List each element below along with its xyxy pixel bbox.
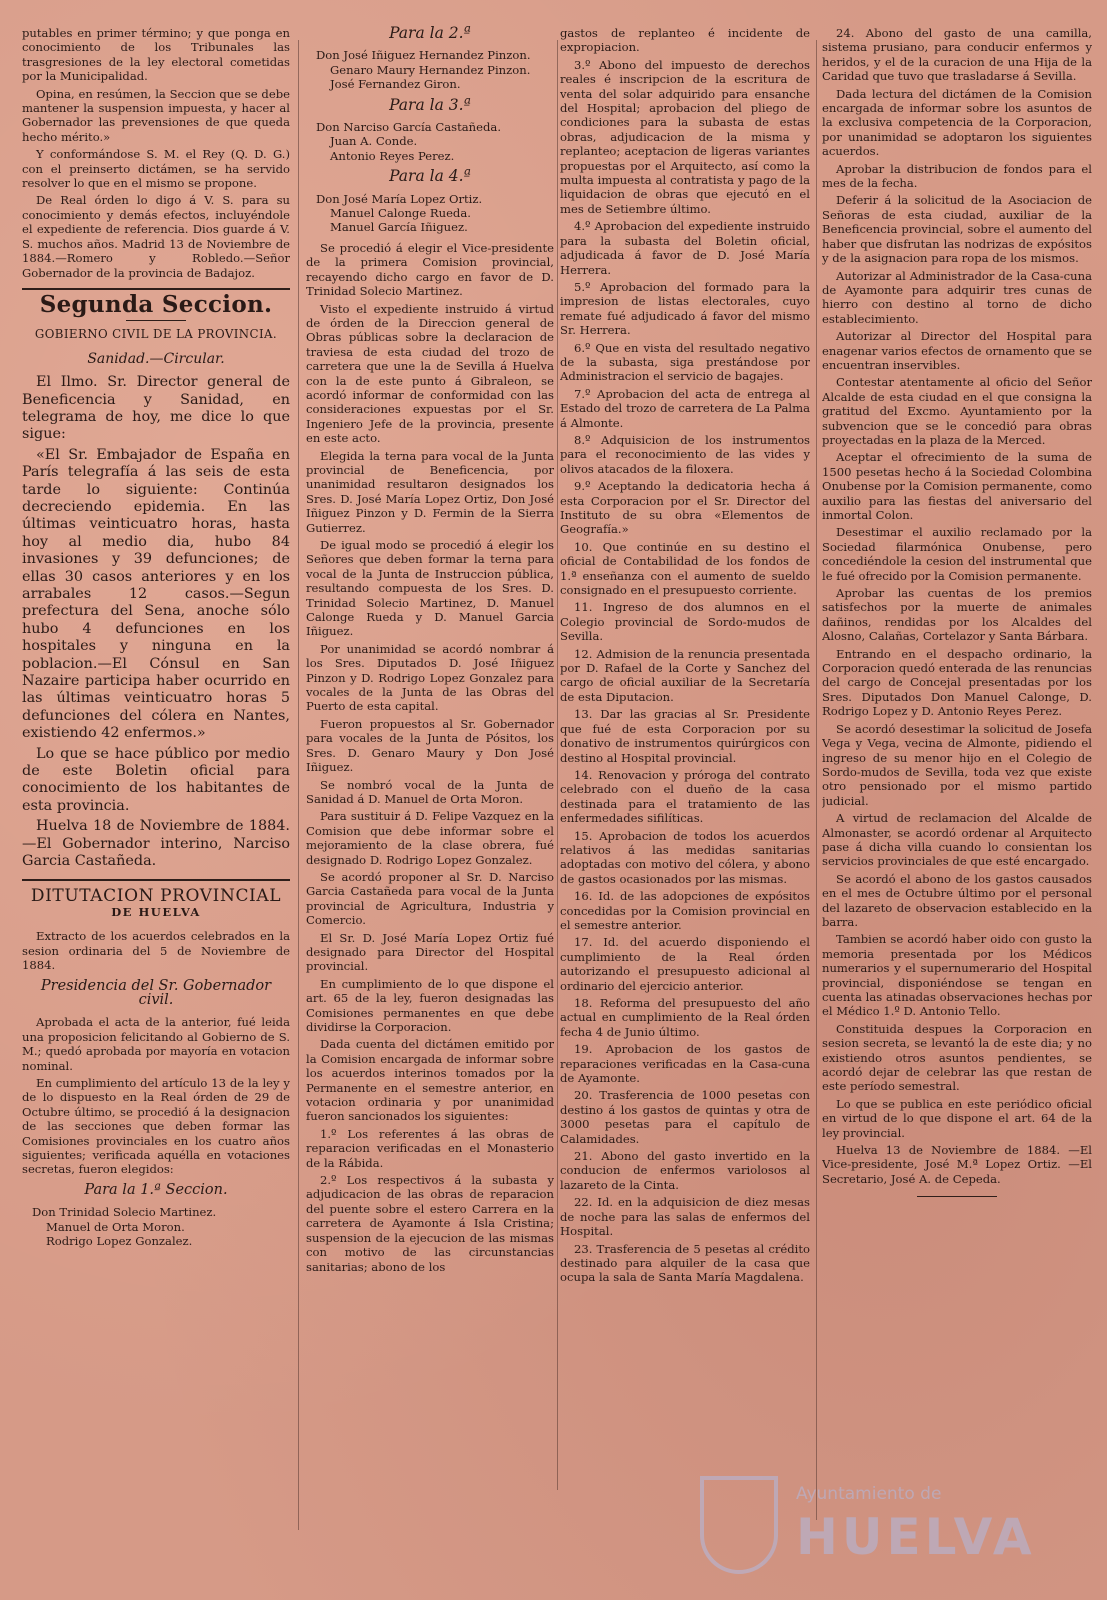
paragraph: A virtud de reclamacion del Alcalde de Almonaster, se acordó ordenar al Arquitecto pase á dicha villa cuando lo consientan los servicios provinciales de que esté encargado. (822, 811, 1092, 869)
list-item: Don José Iñiguez Hernandez Pinzon. (316, 48, 531, 63)
paragraph: El Ilmo. Sr. Director general de Beneficencia y Sanidad, en telegrama de hoy, me dice lo que sigue: (22, 374, 290, 443)
agreement-item: 5.º Aprobacion del formado para la impresion de listas electorales, cuyo remate fué adjudicado á favor del mismo Sr. Herrera. (560, 279, 810, 338)
section-heading: Para la 3.ª (389, 95, 471, 114)
agreement-item: 20. Trasferencia de 1000 pesetas con destino á los gastos de quintas y otra de 3000 pesetas para el capítulo de Calamidades. (560, 1088, 810, 1146)
signature: Huelva 18 de Noviembre de 1884.—El Gobernador interino, Narciso Garcia Castañeda. (22, 818, 290, 870)
paragraph: Aprobar la distribucion de fondos para el mes de la fecha. (822, 161, 1092, 191)
paragraph: El Sr. D. José María Lopez Ortiz fué designado para Director del Hospital provincial. (306, 930, 554, 974)
paragraph: De Real órden lo digo á V. S. para su conocimiento y demás efectos, incluyéndole el expediente de referencia. Dios guarde á V. S. muchos años. Madrid 13 de Noviembre de 1884.—Romero y Robledo.—Señor Gobernador de la provincia de Badajoz. (22, 193, 290, 280)
agreement-item: 10. Que continúe en su destino el oficial de Contabilidad de los fondos de 1.ª enseñanza con el aumento de sueldo consignado en el presupuesto corriente. (560, 539, 810, 598)
paragraph: Y conformándose S. M. el Rey (Q. D. G.) con el preinserto dictámen, se ha servido resolver lo que en el mismo se propone. (22, 147, 290, 191)
paragraph: En cumplimiento de lo que dispone el art. 65 de la ley, fueron designadas las Comisiones permanentes en que debe dividirse la Corporacion. (306, 976, 554, 1034)
section-divider (22, 288, 290, 290)
column-4 (822, 26, 1092, 1580)
paragraph: Lo que se publica en este periódico oficial en virtud de lo que dispone el art. 64 de la ley provincial. (822, 1096, 1092, 1140)
paragraph: Constituida despues la Corporacion en sesion secreta, se levantó la de este dia; y no existiendo otros asuntos pendientes, se acordó dejar de celebrar las que restan de este período semestral. (822, 1021, 1092, 1094)
paragraph: Opina, en resúmen, la Seccion que se debe mantener la suspension impuesta, y hacer al Gobernador las prevensiones de que queda hecho mérito.» (22, 86, 290, 144)
column-rule (557, 40, 558, 1490)
agreement-item: 19. Aprobacion de los gastos de reparaciones verificadas en la Casa-cuna de Ayamonte. (560, 1042, 810, 1086)
diputacion-title: DITUTACION PROVINCIAL (30, 885, 282, 906)
agreement-item: 22. Id. en la adquisicion de diez mesas de noche para las salas de enfermos del Hospital. (560, 1195, 810, 1239)
presidency-heading: Presidencia del Sr. Gobernador civil. (40, 977, 272, 1008)
agreement-item: 18. Reforma del presupuesto del año actual en cumplimiento de la Real órden fecha 4 de Junio último. (560, 996, 810, 1039)
column-1 (22, 26, 290, 1580)
agreement-item: 7.º Aprobacion del acta de entrega al Estado del trozo de carretera de La Palma á Almonte. (560, 386, 810, 430)
paragraph: Desestimar el auxilio reclamado por la Sociedad filarmónica Onubense, pero concediéndole la cesion del instrumental que le fué ofrecido por la Comision permanente. (822, 525, 1092, 583)
agreement-item: 21. Abono del gasto invertido en la conducion de enfermos variolosos al lazareto de la Cinta. (560, 1149, 810, 1192)
agreement-item: 17. Id. del acuerdo disponiendo el cumplimiento de la Real órden autorizando el presupuesto adicional al ordinario del ejercicio anterior. (560, 935, 810, 993)
section-divider (22, 879, 290, 881)
diputacion-subtitle: DE HUELVA (111, 904, 201, 919)
agreement-item: 13. Dar las gracias al Sr. Presidente que fué de esta Corporacion por su donativo de instrumentos quirúrgicos con destino al Hospital provincial. (560, 707, 810, 765)
watermark-line-1: Ayuntamiento de (796, 1484, 942, 1504)
agreement-item: 3.º Abono del impuesto de derechos reales é inscripcion de la escritura de venta del solar adquirido para ensanche del Hospital; aprobacion del pliego de condiciones para la subasta de estas obras, adjudicacion de la misma y replanteo; aceptacion de ligeras variantes propuestas por el Arquitecto, así como la multa impuesta al contratista y pago de la liquidacion de obras que ejecutó en el mes de Setiembre último. (560, 57, 810, 216)
list-item: Rodrigo Lopez Gonzalez. (46, 1234, 193, 1249)
extract-heading: Extracto de los acuerdos celebrados en la sesion ordinaria del 5 de Noviembre de 1884. (22, 929, 290, 973)
agreement-item: 14. Renovacion y próroga del contrato celebrado con el dueño de la casa destinada para el tratamiento de las enfermedades sifilíticas. (560, 767, 810, 826)
agreement-item: 16. Id. de las adopciones de expósitos concedidas por la Comision provincial en el semestre anterior. (560, 889, 810, 932)
paragraph: Aceptar el ofrecimiento de la suma de 1500 pesetas hecho á la Sociedad Colombina Onubense por la Comision permanente, como auxilio para las fiestas del aniversario del inmortal Colon. (822, 450, 1092, 522)
agreement-item: 12. Admision de la renuncia presentada por D. Rafael de la Corte y Sanchez del cargo de oficial auxiliar de la Secretaría de esta Diputacion. (560, 646, 810, 704)
member-list (306, 48, 554, 91)
paragraph: Por unanimidad se acordó nombrar á los Sres. Diputados D. José Iñiguez Pinzon y D. Rodrigo Lopez Gonzalez para vocales de la Junta de las Obras del Puerto de esta capital. (306, 641, 554, 714)
short-divider (126, 320, 186, 321)
signature: Huelva 13 de Noviembre de 1884. —El Vice-presidente, José M.ª Lopez Ortiz. —El Secretario, José A. de Cepeda. (822, 1143, 1092, 1186)
agreement-item: 4.º Aprobacion del expediente instruido para la subasta del Boletin oficial, adjudicada á favor de D. José María Herrera. (560, 219, 810, 277)
paragraph: gastos de replanteo é incidente de expropiacion. (560, 26, 810, 55)
section-heading: Para la 4.ª (389, 167, 471, 186)
list-item: Manuel Calonge Rueda. (330, 206, 471, 221)
column-rule (298, 40, 299, 1530)
paragraph: Visto el expediente instruido á virtud de órden de la Direccion general de Obras públicas sobre la declaracion de traviesa de esta ciudad del trozo de carretera que une la de Sevilla á Huelva con la de este punto á Gibraleon, se acordó informar de conformidad con las consideraciones expuestas por el Sr. Ingeniero Jefe de la provincia, presente en este acto. (306, 301, 554, 446)
column-2 (306, 26, 554, 1580)
telegram-text: «El Sr. Embajador de España en París telegrafía á las seis de esta tarde lo siguiente: Continúa decreciendo epidemia. En las últimas veinticuatro horas, hasta hoy al medio dia, hubo 84 invasiones y 39 defunciones; de ellas 30 casos anteriores y en los arrabales 12 casos.—Segun prefectura del Sena, anoche sólo hubo 4 defunciones en los hospitales y ninguna en la poblacion.—El Cónsul en San Nazaire participa haber ocurrido en las últimas veinticuatro horas 5 defunciones del cólera en Nantes, existiendo 42 enfermos.» (22, 446, 290, 742)
agreement-item: 1.º Los referentes á las obras de reparacion verificadas en el Monasterio de la Rábida. (306, 1126, 554, 1170)
paragraph: Elegida la terna para vocal de la Junta provincial de Beneficencia, por unanimidad resultaron designados los Sres. D. José María Lopez Ortiz, Don José Iñiguez Pinzon y D. Fermin de la Sierra Gutierrez. (306, 448, 554, 535)
coat-of-arms-icon (700, 1476, 778, 1574)
paragraph: Se acordó desestimar la solicitud de Josefa Vega y Vega, vecina de Almonte, pidiendo el ingreso de su menor hijo en el Colegio de Sordo-mudos de Sevilla, toda vez que existe otro pensionado por el mismo partido judicial. (822, 721, 1092, 808)
paragraph: Deferir á la solicitud de la Asociacion de Señoras de esta ciudad, auxiliar de la Beneficencia provincial, sobre el aumento del haber que disfrutan las nodrizas de expósitos y de la asignacion para ropa de los mismos. (822, 193, 1092, 266)
agreement-item: 9.º Aceptando la dedicatoria hecha á esta Corporacion por el Sr. Director del Instituto de su obra «Elementos de Geografía.» (560, 479, 810, 537)
list-item: Genaro Maury Hernandez Pinzon. (330, 62, 531, 77)
paragraph: Autorizar al Administrador de la Casa-cuna de Ayamonte para adquirir tres cunas de hierro con destino al torno de dicho establecimiento. (822, 268, 1092, 326)
agreement-item: 24. Abono del gasto de una camilla, sistema prusiano, para conducir enfermos y heridos, y el de la curacion de una Hija de la Caridad que tuvo que trasladarse á Sevilla. (822, 26, 1092, 84)
member-list (306, 120, 554, 163)
circular-heading: Sanidad.—Circular. (87, 350, 225, 367)
list-item: Juan A. Conde. (330, 134, 418, 149)
paragraph: Aprobar las cuentas de los premios satisfechos por la muerte de animales dañinos, rendidas por los Alcaldes del Alosno, Calañas, Cortelazor y Santa Bárbara. (822, 586, 1092, 644)
government-heading: GOBIERNO CIVIL DE LA PROVINCIA. (34, 327, 278, 342)
watermark-line-2: HUELVA (796, 1508, 1036, 1566)
agreement-item: 15. Aprobacion de todos los acuerdos relativos á las medidas sanitarias adoptadas con motivo del cólera, y abono de gastos ocasionados por las mismas. (560, 828, 810, 886)
list-item: Don Trinidad Solecio Martinez. (32, 1205, 217, 1220)
paragraph: Autorizar al Director del Hospital para enagenar varios efectos de ornamento que se encuentran inservibles. (822, 329, 1092, 372)
paragraph: De igual modo se procedió á elegir los Señores que deben formar la terna para vocal de la Junta de Instruccion pública, resultando compuesta de los Sres. D. Trinidad Solecio Martinez, D. Manuel Calonge Rueda y D. Manuel Garcia Iñiguez. (306, 538, 554, 639)
paragraph: Dada lectura del dictámen de la Comision encargada de informar sobre los asuntos de la exclusiva competencia de la Corporacion, por unanimidad se adoptaron los siguientes acuerdos. (822, 86, 1092, 159)
list-item: Don Narciso García Castañeda. (316, 120, 502, 135)
agreement-item: 11. Ingreso de dos alumnos en el Colegio provincial de Sordo-mudos de Sevilla. (560, 600, 810, 644)
paragraph: Tambien se acordó haber oido con gusto la memoria presentada por los Médicos numerarios y el supernumerario del Hospital provincial, disponiéndose se tengan en cuenta las atinadas observaciones hechas por el Médico 1.º D. Antonio Tello. (822, 932, 1092, 1019)
paragraph: putables en primer término; y que ponga en conocimiento de los Tribunales las trasgresiones de la ley electoral cometidas por la Municipalidad. (22, 26, 290, 84)
paragraph: En cumplimiento del artículo 13 de la ley y de lo dispuesto en la Real órden de 29 de Octubre último, se procedió á la designacion de las secciones que deben formar las Comisiones provinciales en los cuatro años siguientes; verificada aquélla en votaciones secretas, fueron elegidos: (22, 1075, 290, 1177)
agreement-item: 8.º Adquisicion de los instrumentos para el reconocimiento de las vides y olivos atacados de la filoxera. (560, 432, 810, 476)
member-list (306, 192, 554, 235)
list-item: Antonio Reyes Perez. (330, 148, 455, 163)
paragraph: Se procedió á elegir el Vice-presidente de la primera Comision provincial, recayendo dicho cargo en favor de D. Trinidad Solecio Martinez. (306, 240, 554, 299)
paragraph: Se acordó el abono de los gastos causados en el mes de Octubre último por el personal del lazareto de observacion establecido en la barra. (822, 871, 1092, 929)
paragraph: Se acordó proponer al Sr. D. Narciso Garcia Castañeda para vocal de la Junta provincial de Agricultura, Industria y Comercio. (306, 869, 554, 928)
list-item: Manuel García Iñiguez. (330, 220, 468, 235)
paragraph: Para sustituir á D. Felipe Vazquez en la Comision que debe informar sobre el mejoramiento de la clase obrera, fué designado D. Rodrigo Lopez Gonzalez. (306, 809, 554, 867)
paragraph: Entrando en el despacho ordinario, la Corporacion quedó enterada de las renuncias del cargo de Concejal presentadas por los Sres. Diputados Don Manuel Calonge, D. Rodrigo Lopez y D. Antonio Reyes Perez. (822, 646, 1092, 719)
agreement-item: 2.º Los respectivos á la subasta y adjudicacion de las obras de reparacion del puente sobre el estero Carrera en la carretera de Ayamonte á Isla Cristina; suspension de la ejecucion de las mismas con motivo de las circunstancias sanitarias; abono de los (306, 1173, 554, 1274)
paragraph: Contestar atentamente al oficio del Señor Alcalde de esta ciudad en el que consigna la gratitud del Excmo. Ayuntamiento por la subvencion que se le concedió para obras proyectadas en la plaza de la Merced. (822, 375, 1092, 447)
section-heading: Para la 1.ª Seccion. (84, 1181, 228, 1198)
member-list (22, 1205, 290, 1248)
end-divider (917, 1196, 997, 1197)
column-3 (560, 26, 810, 1580)
paragraph: Se nombró vocal de la Junta de Sanidad á D. Manuel de Orta Moron. (306, 777, 554, 806)
section-title: Segunda Seccion. (39, 290, 273, 318)
paragraph: Dada cuenta del dictámen emitido por la Comision encargada de informar sobre los acuerdos interinos tomados por la Permanente en el semestre anterior, en votacion ordinaria y por unanimidad fueron sancionados los siguientes: (306, 1037, 554, 1124)
paragraph: Aprobada el acta de la anterior, fué leida una proposicion felicitando al Gobierno de S. M.; quedó aprobada por mayoría en votacion nominal. (22, 1015, 290, 1073)
agreement-item: 23. Trasferencia de 5 pesetas al crédito destinado para alquiler de la casa que ocupa la sala de Santa María Magdalena. (560, 1241, 810, 1285)
paragraph: Lo que se hace público por medio de este Boletin oficial para conocimiento de los habitantes de esta provincia. (22, 745, 290, 814)
list-item: Manuel de Orta Moron. (46, 1219, 185, 1234)
archive-watermark (700, 1476, 1090, 1586)
column-rule (816, 40, 817, 1520)
list-item: Don José María Lopez Ortiz. (316, 191, 483, 206)
agreement-item: 6.º Que en vista del resultado negativo de la subasta, siga prestándose por Administracion el servicio de bagajes. (560, 340, 810, 384)
paragraph: Fueron propuestos al Sr. Gobernador para vocales de la Junta de Pósitos, los Sres. D. Genaro Maury y Don José Iñiguez. (306, 716, 554, 775)
section-heading: Para la 2.ª (389, 26, 471, 42)
list-item: José Fernandez Giron. (330, 77, 461, 92)
